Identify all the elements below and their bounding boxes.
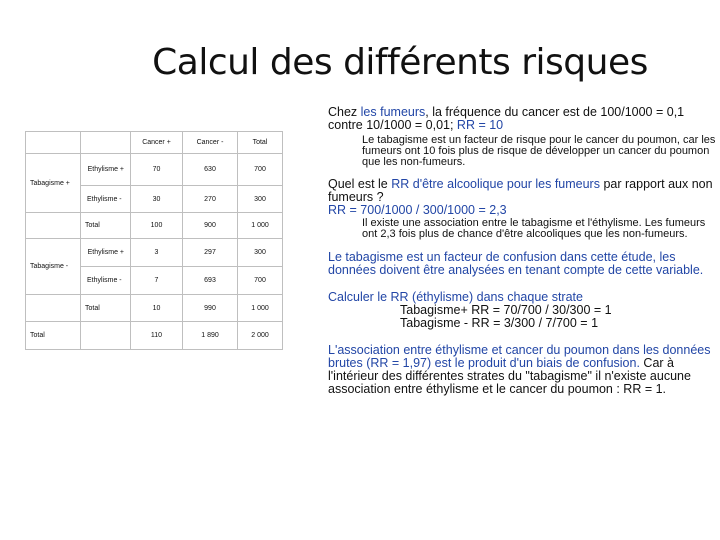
table-cell: 100 [131,213,183,239]
note-association: Il existe une association entre le tabagisme et l'éthylisme. Les fumeurs ont 2,3 fois plus de chance d'être alcooliques que les non-fumeurs. [362,217,706,240]
text-run: , la fréquence du cancer est de 100/1000 = 0,1 contre 10/1000 = 0,01; [328,105,685,132]
col-header: Total [238,132,283,154]
table-cell: 7 [131,267,183,295]
table-cell: 630 [183,154,238,186]
table-cell: 3 [131,239,183,267]
col-header: Cancer - [183,132,238,154]
table-cell: 2 000 [238,322,283,350]
table-cell: 270 [183,186,238,213]
table-empty-cell [26,295,81,322]
row-label: Total [81,295,131,322]
table-corner-cell [26,132,81,154]
col-header: Cancer + [131,132,183,154]
table-cell: 900 [183,213,238,239]
highlight-rr: RR = 10 [456,118,504,132]
table-cell: 70 [131,154,183,186]
table-row [26,154,283,186]
table-cell: 1 000 [238,295,283,322]
table-row [26,239,283,267]
text-run: Car à l'intérieur des différentes strates du "tabagisme" il n'existe aucune association entre éthylisme et le cancer du poumon : RR = 1. [328,356,691,396]
text-run: par rapport aux non fumeurs ? [328,177,713,204]
table-empty-cell [26,213,81,239]
table-cell: 297 [183,239,238,267]
table-cell: 300 [238,186,283,213]
table-cell: 30 [131,186,183,213]
row-label: Ethylisme + [81,239,131,267]
paragraph-conclusion [328,344,718,396]
slide-title [0,42,720,83]
text-run: Chez [328,105,361,119]
stratum-smokers: Tabagisme+ RR = 70/700 / 30/300 = 1 [400,303,612,317]
paragraph-smokers [328,106,718,132]
row-label: Total [26,322,81,350]
slide-title-text: Calcul des différents risques [152,42,648,83]
table-cell: 700 [238,267,283,295]
table-cell: 693 [183,267,238,295]
paragraph-stratum-title: Calculer le RR (éthylisme) dans chaque strate [328,290,583,304]
highlight-rr-alcohol: RR = 700/1000 / 300/1000 = 2,3 [328,203,507,217]
contingency-table [25,131,283,350]
stratum-nonsmokers: Tabagisme - RR = 3/300 / 7/700 = 1 [400,316,599,330]
table-header-row [26,132,283,154]
table-cell: 1 890 [183,322,238,350]
table-empty-cell [81,322,131,350]
paragraph-alcohol-question [328,178,718,217]
text-run: Quel est le [328,177,392,191]
highlight-smokers: les fumeurs [360,105,426,119]
table-cell: 110 [131,322,183,350]
row-label: Ethylisme + [81,154,131,186]
table-corner-cell [81,132,131,154]
highlight-question: RR d'être alcoolique pour les fumeurs [391,177,600,191]
table-cell: 1 000 [238,213,283,239]
explanation-text [328,106,718,396]
note-risk-factor: Le tabagisme est un facteur de risque pour le cancer du poumon, car les fumeurs ont 10 fois plus de risque de développer un cancer du poumon que les non-fumeurs. [362,134,716,168]
row-label: Ethylisme - [81,186,131,213]
table-total-row [26,322,283,350]
table-row [26,295,283,322]
highlight-conclusion: L'association entre éthylisme et cancer du poumon dans les données brutes (RR = 1,97) est le produit d'un biais de confusion. [328,343,711,370]
table-cell: 300 [238,239,283,267]
group-label: Tabagisme + [26,154,81,213]
paragraph-confounding: Le tabagisme est un facteur de confusion dans cette étude, les données doivent être analysées en tenant compte de cette variable. [328,250,704,277]
row-label: Total [81,213,131,239]
table-row [26,213,283,239]
table-cell: 10 [131,295,183,322]
table-cell: 700 [238,154,283,186]
row-label: Ethylisme - [81,267,131,295]
group-label: Tabagisme - [26,239,81,295]
table-cell: 990 [183,295,238,322]
